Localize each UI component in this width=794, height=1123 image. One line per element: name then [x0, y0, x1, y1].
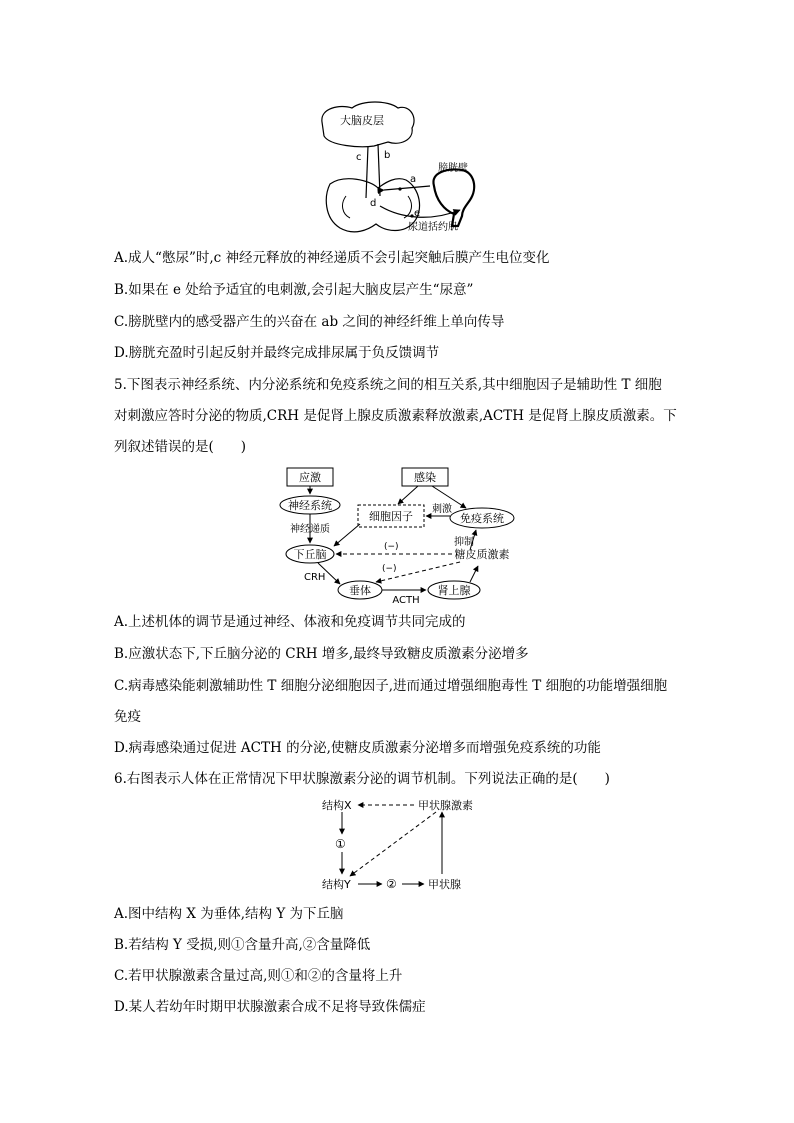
sphincter-label: 尿道括约肌: [408, 222, 458, 233]
cortex-shape: [322, 102, 414, 147]
node-one: ①: [335, 837, 346, 851]
q4-option-b: B.如果在 e 处给予适宜的电刺激,会引起大脑皮层产生“尿意”: [114, 282, 474, 298]
q6-option-d: D.某人若幼年时期甲状腺激素合成不足将导致侏儒症: [114, 999, 426, 1015]
node-nervous: 神经系统: [288, 499, 332, 512]
label-c: c: [356, 152, 362, 163]
label-neg1: (−): [384, 542, 399, 552]
node-immune: 免疫系统: [460, 512, 504, 525]
q5-option-d: D.病毒感染通过促进 ACTH 的分泌,使糖皮质激素分泌增多而增强免疫系统的功能: [114, 740, 601, 756]
q5-option-a: A.上述机体的调节是通过神经、体液和免疫调节共同完成的: [114, 614, 466, 630]
spinal-cord-shape: [326, 179, 419, 232]
q6-option-c: C.若甲状腺激素含量过高,则①和②的含量将上升: [114, 968, 403, 984]
q6-option-a: A.图中结构 X 为垂体,结构 Y 为下丘脑: [114, 906, 344, 922]
q5-option-c-line1: C.病毒感染能刺激辅助性 T 细胞分泌细胞因子,进而通过增强细胞毒性 T 细胞的功能增强细胞: [114, 678, 668, 694]
q6-option-b: B.若结构 Y 受损,则①含量升高,②含量降低: [114, 937, 371, 953]
label-b: b: [384, 150, 391, 161]
node-gluco: 糖皮质激素: [454, 548, 510, 561]
q5-stem-line3: 列叙述错误的是( ): [114, 439, 247, 455]
q5-stem-line1: 5.下图表示神经系统、内分泌系统和免疫系统之间的相互关系,其中细胞因子是辅助性 T 细胞: [114, 377, 662, 393]
node-structure-y: 结构Y: [322, 878, 351, 891]
box-infection: 感染: [414, 471, 436, 484]
bladder-shape: [433, 170, 474, 226]
node-structure-x: 结构X: [322, 799, 352, 812]
label-inhibit: 抑制: [454, 537, 474, 548]
q5-stem-line2: 对刺激应答时分泌的物质,CRH 是促肾上腺皮质激素释放激素,ACTH 是促肾上腺皮质激素。下: [114, 408, 677, 424]
node-hypothalamus: 下丘脑: [293, 548, 327, 561]
bladder-label: 膀胱壁: [438, 163, 468, 174]
node-adrenal: 肾上腺: [437, 584, 471, 597]
box-stress: 应激: [299, 471, 321, 484]
label-d: d: [370, 198, 377, 209]
node-thyroid: 甲状腺: [428, 878, 461, 891]
node-pituitary: 垂体: [349, 584, 371, 597]
node-thyroid-hormone: 甲状腺激素: [418, 799, 473, 812]
q4-option-c: C.膀胱壁内的感受器产生的兴奋在 ab 之间的神经纤维上单向传导: [114, 314, 505, 330]
label-stimulate: 刺激: [432, 504, 452, 515]
q4-option-a: A.成人“憋尿”时,c 神经元释放的神经递质不会引起突触后膜产生电位变化: [114, 250, 550, 266]
label-crh: CRH: [304, 572, 326, 583]
q5-option-c-line2: 免疫: [114, 709, 141, 725]
label-e: e: [414, 208, 421, 219]
label-a: a: [410, 174, 417, 185]
q6-stem: 6.右图表示人体在正常情况下甲状腺激素分泌的调节机制。下列说法正确的是( ): [114, 771, 610, 787]
box-cytokine: 细胞因子: [369, 510, 413, 523]
label-neg2: (−): [382, 564, 397, 574]
label-acth: ACTH: [392, 595, 420, 606]
q4-option-d: D.膀胱充盈时引起反射并最终完成排尿属于负反馈调节: [114, 345, 440, 361]
cortex-label: 大脑皮层: [340, 114, 384, 127]
node-two: ②: [386, 877, 397, 891]
q5-option-b: B.应激状态下,下丘脑分泌的 CRH 增多,最终导致糖皮质激素分泌增多: [114, 646, 529, 662]
label-transmitter: 神经递质: [290, 524, 330, 535]
